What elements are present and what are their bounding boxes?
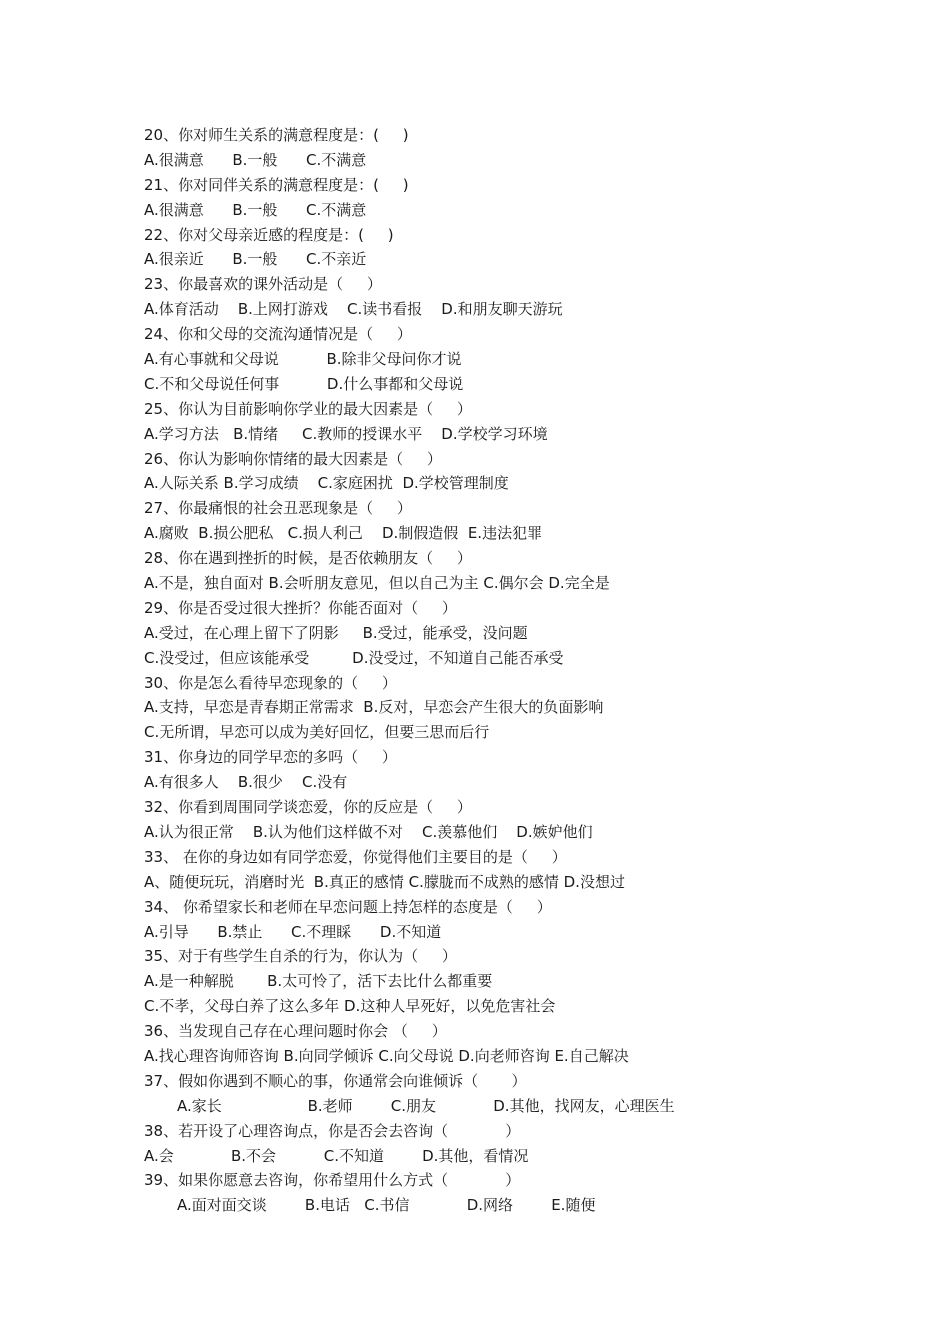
options-line: A.很满意 B.一般 C.不满意 [144,200,367,219]
options-line: A.受过，在心理上留下了阴影 B.受过，能承受，没问题 [144,623,528,642]
question-line: 33、 在你的身边如有同学恋爱，你觉得他们主要目的是（ ） [144,847,567,866]
options-line: A.不是，独自面对 B.会听朋友意见，但以自己为主 C.偶尔会 D.完全是 [144,574,610,593]
question-line: 32、你看到周围同学谈恋爱，你的反应是（ ） [144,798,472,817]
question-line: 28、你在遇到挫折的时候，是否依赖朋友（ ） [144,549,472,568]
options-line: A.很亲近 B.一般 C.不亲近 [144,250,367,269]
options-line: A.体育活动 B.上网打游戏 C.读书看报 D.和朋友聊天游玩 [144,300,563,319]
options-line: A.很满意 B.一般 C.不满意 [144,150,367,169]
options-line: A.家长 B.老师 C.朋友 D.其他，找网友，心理医生 [177,1096,675,1115]
options-line: A.是一种解脱 B.太可怜了，活下去比什么都重要 [144,972,493,991]
options-line: A.找心理咨询师咨询 B.向同学倾诉 C.向父母说 D.向老师咨询 E.自己解决 [144,1046,629,1065]
options-line: C.不和父母说任何事 D.什么事都和父母说 [144,374,464,393]
options-line: A.人际关系 B.学习成绩 C.家庭困扰 D.学校管理制度 [144,474,509,493]
options-line: A.面对面交谈 B.电话 C.书信 D.网络 E.随便 [177,1196,596,1215]
questionnaire-text [144,123,844,1218]
question-line: 21、你对同伴关系的满意程度是：( ) [144,175,409,194]
options-line: A.学习方法 B.情绪 C.教师的授课水平 D.学校学习环境 [144,424,548,443]
question-line: 26、你认为影响你情绪的最大因素是（ ） [144,449,442,468]
question-line: 35、对于有些学生自杀的行为，你认为（ ） [144,947,457,966]
question-line: 37、假如你遇到不顺心的事，你通常会向谁倾诉（ ） [144,1071,527,1090]
question-line: 29、你是否受过很大挫折？你能否面对（ ） [144,598,457,617]
options-line: A.认为很正常 B.认为他们这样做不对 C.羡慕他们 D.嫉妒他们 [144,822,593,841]
question-line: 20、你对师生关系的满意程度是：( ) [144,126,409,144]
question-line: 31、你身边的同学早恋的多吗（ ） [144,748,397,767]
question-line: 38、若开设了心理咨询点，你是否会去咨询（ ） [144,1121,521,1140]
question-line: 23、你最喜欢的课外活动是（ ） [144,275,382,294]
question-line: 24、你和父母的交流沟通情况是（ ） [144,325,412,344]
question-line: 36、当发现自己存在心理问题时你会 （ ） [144,1022,447,1041]
options-line: C.不孝，父母白养了这么多年 D.这种人早死好，以免危害社会 [144,997,556,1016]
question-line: 25、你认为目前影响你学业的最大因素是（ ） [144,399,472,418]
options-line: A、随便玩玩，消磨时光 B.真正的感情 C.朦胧而不成熟的感情 D.没想过 [144,872,625,891]
options-line: A.支持，早恋是青春期正常需求 B.反对，早恋会产生很大的负面影响 [144,698,604,717]
question-line: 22、你对父母亲近感的程度是：( ) [144,225,394,244]
question-line: 30、你是怎么看待早恋现象的（ ） [144,673,397,692]
options-line: A.有很多人 B.很少 C.没有 [144,773,348,792]
options-line: A.会 B.不会 C.不知道 D.其他，看情况 [144,1146,529,1165]
options-line: A.有心事就和父母说 B.除非父母问你才说 [144,350,462,369]
question-line: 39、如果你愿意去咨询，你希望用什么方式（ ） [144,1171,521,1190]
options-line: C.没受过，但应该能承受 D.没受过，不知道自己能否承受 [144,648,564,667]
options-line: C.无所谓，早恋可以成为美好回忆，但要三思而后行 [144,723,490,742]
question-line: 27、你最痛恨的社会丑恶现象是（ ） [144,499,412,518]
options-line: A.腐败 B.损公肥私 C.损人利己 D.制假造假 E.违法犯罪 [144,524,543,543]
options-line: A.引导 B.禁止 C.不理睬 D.不知道 [144,922,442,941]
question-line: 34、 你希望家长和老师在早恋问题上持怎样的态度是（ ） [144,897,552,916]
